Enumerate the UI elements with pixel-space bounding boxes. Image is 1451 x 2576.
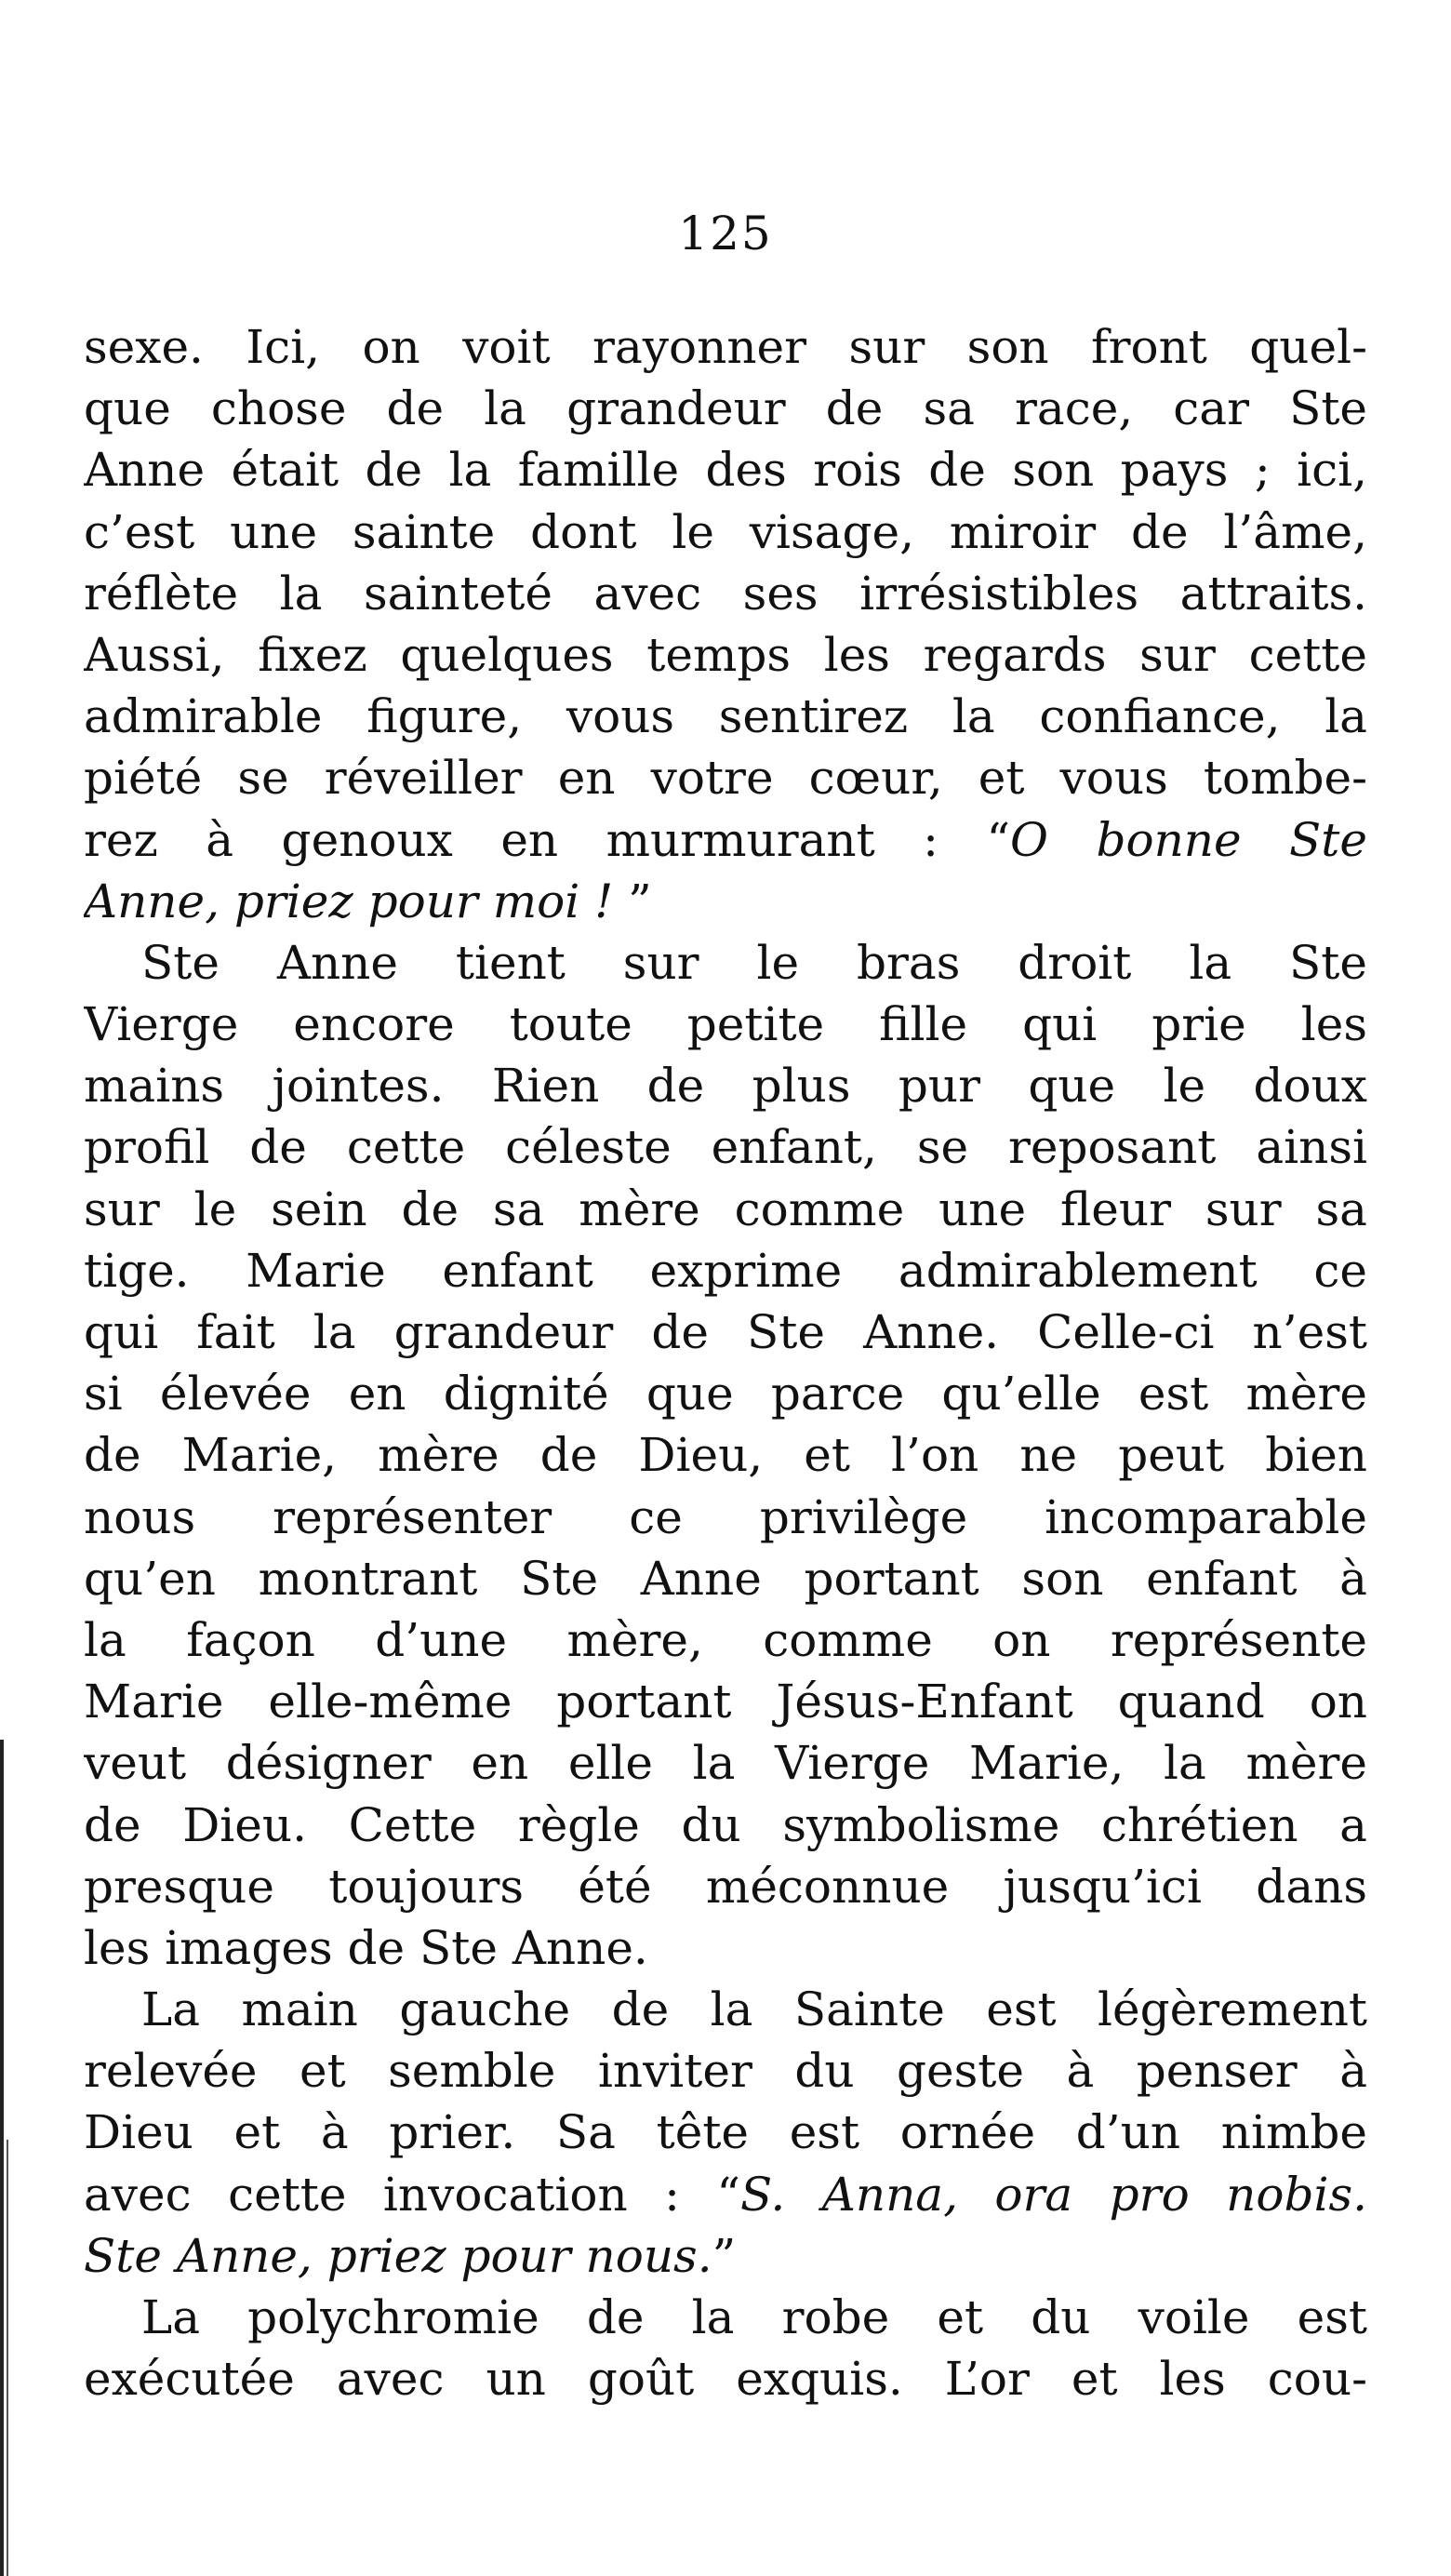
text-line: c’est une sainte dont le visage, miroir de l’âme, (84, 504, 1367, 559)
text-line: presque toujours été méconnue jusqu’ici dans (84, 1859, 1367, 1914)
text-line: admirable figure, vous sentirez la confiance, la (84, 689, 1367, 744)
text-line: réflète la sainteté avec ses irrésistibles attraits. (84, 566, 1367, 621)
text-line: veut désigner en elle la Vierge Marie, la mère (84, 1736, 1367, 1791)
text-line: rez à genoux en murmurant : “O bonne Ste (84, 812, 1367, 867)
italic-text: S. Anna, ora pro nobis. (739, 2167, 1367, 2222)
text-line: Anne, priez pour moi ! ” (84, 874, 652, 928)
text-line: les images de Ste Anne. (84, 1920, 648, 1975)
text-line: qui fait la grandeur de Ste Anne. Celle-ci n’est (84, 1305, 1367, 1359)
text-line: piété se réveiller en votre cœur, et vous tombe- (84, 751, 1367, 806)
text-line: de Marie, mère de Dieu, et l’on ne peut bien (84, 1428, 1367, 1483)
paragraph-start-line: La main gauche de la Sainte est légèrement (141, 1982, 1367, 2037)
page-number: 125 (678, 207, 773, 260)
text-line: relevée et semble inviter du geste à penser à (84, 2044, 1367, 2099)
text-line: Aussi, fixez quelques temps les regards sur cette (84, 627, 1367, 682)
text-line: Anne était de la famille des rois de son pays ; ici, (84, 443, 1367, 498)
text-line: avec cette invocation : “S. Anna, ora pro nobis. (84, 2167, 1367, 2222)
paragraph-start-line: La polychromie de la robe et du voile est (141, 2290, 1367, 2344)
text-line: que chose de la grandeur de sa race, car Ste (84, 381, 1367, 436)
text-line: la façon d’une mère, comme on représente (84, 1612, 1367, 1667)
text-line: mains jointes. Rien de plus pur que le doux (84, 1059, 1367, 1114)
text-line: nous représenter ce privilège incomparable (84, 1489, 1367, 1544)
text-line: qu’en montrant Ste Anne portant son enfant à (84, 1551, 1367, 1606)
text-line: exécutée avec un goût exquis. L’or et les cou- (84, 2352, 1367, 2407)
text-line: sur le sein de sa mère comme une fleur sur sa (84, 1181, 1367, 1236)
italic-text: Anne, priez pour moi ! (84, 874, 614, 928)
italic-text: O bonne Ste (1010, 812, 1367, 867)
text-line: sexe. Ici, on voit rayonner sur son front quel- (84, 320, 1367, 374)
text-line: si élevée en dignité que parce qu’elle est mère (84, 1367, 1367, 1421)
text-line: Marie elle-même portant Jésus-Enfant quand on (84, 1675, 1367, 1729)
body-text (84, 316, 1367, 2409)
text-line: Dieu et à prier. Sa tête est ornée d’un nimbe (84, 2105, 1367, 2160)
page-edge-shadow (7, 2140, 8, 2576)
text-line: Ste Anne, priez pour nous.” (84, 2228, 737, 2283)
text-line: tige. Marie enfant exprime admirablement ce (84, 1243, 1367, 1298)
paragraph-start-line: Ste Anne tient sur le bras droit la Ste (141, 935, 1367, 990)
text-line: Vierge encore toute petite fille qui prie les (84, 997, 1367, 1052)
italic-text: Ste Anne, priez pour nous. (84, 2228, 712, 2283)
text-line: profil de cette céleste enfant, se reposant ainsi (84, 1120, 1367, 1175)
page-edge-shadow (0, 1740, 4, 2576)
text-line: de Dieu. Cette règle du symbolisme chrétien a (84, 1797, 1367, 1852)
